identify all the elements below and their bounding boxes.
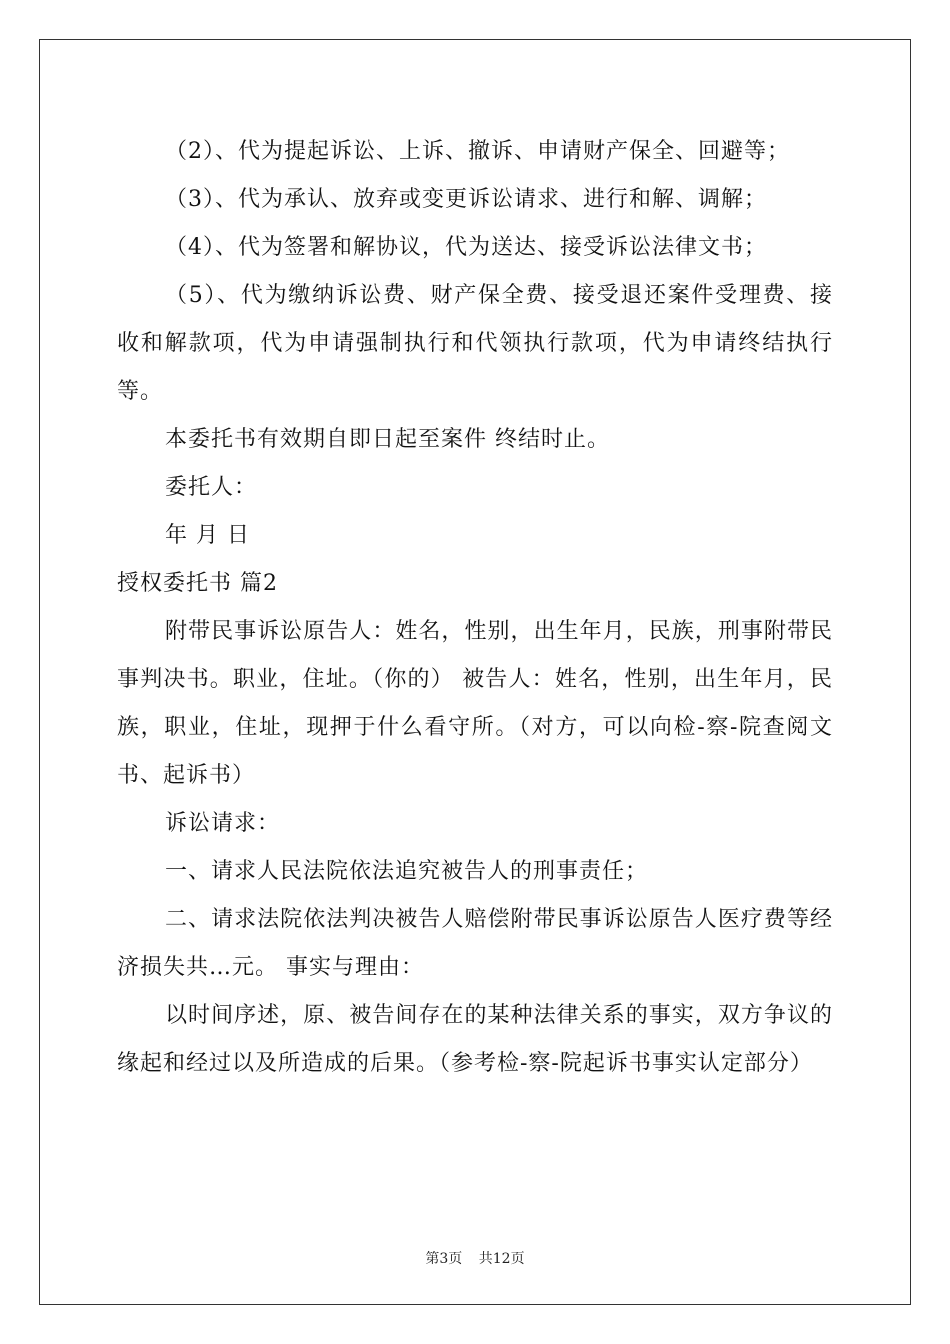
page-footer xyxy=(0,1248,950,1268)
paragraph: （3）、代为承认、放弃或变更诉讼请求、进行和解、调解； xyxy=(165,187,767,212)
paragraph: （5）、代为缴纳诉讼费、财产保全费、接受退还案件受理费、接收和解款项，代为申请强制执行和代领执行款项，代为申请终结执行等。 xyxy=(117,283,833,404)
section-heading: 授权委托书 篇2 xyxy=(117,571,278,596)
paragraph: 年 月 日 xyxy=(165,523,250,548)
paragraph: 本委托书有效期自即日起至案件 终结时止。 xyxy=(165,427,610,452)
paragraph: （4）、代为签署和解协议，代为送达、接受诉讼法律文书； xyxy=(165,235,767,260)
page-total: 共12页 xyxy=(478,1251,525,1267)
page-number: 第3页 xyxy=(425,1251,463,1267)
paragraph: 附带民事诉讼原告人：姓名，性别，出生年月，民族，刑事附带民事判决书。职业，住址。（你的） 被告人：姓名，性别，出生年月，民族，职业，住址，现押于什么看守所。（对方，可以向检-察-院查阅文书、起诉书） xyxy=(117,619,833,788)
paragraph: 委托人： xyxy=(165,475,258,500)
paragraph: 一、请求人民法院依法追究被告人的刑事责任； xyxy=(165,859,649,884)
paragraph: 二、请求法院依法判决被告人赔偿附带民事诉讼原告人医疗费等经济损失共…元。 事实与理由： xyxy=(117,907,833,980)
paragraph: （2）、代为提起诉讼、上诉、撤诉、申请财产保全、回避等； xyxy=(165,139,790,164)
paragraph: 诉讼请求： xyxy=(165,811,281,836)
paragraph: 以时间序述，原、被告间存在的某种法律关系的事实，双方争议的缘起和经过以及所造成的后果。（参考检-察-院起诉书事实认定部分） xyxy=(117,1003,833,1076)
document-body xyxy=(117,128,833,1088)
